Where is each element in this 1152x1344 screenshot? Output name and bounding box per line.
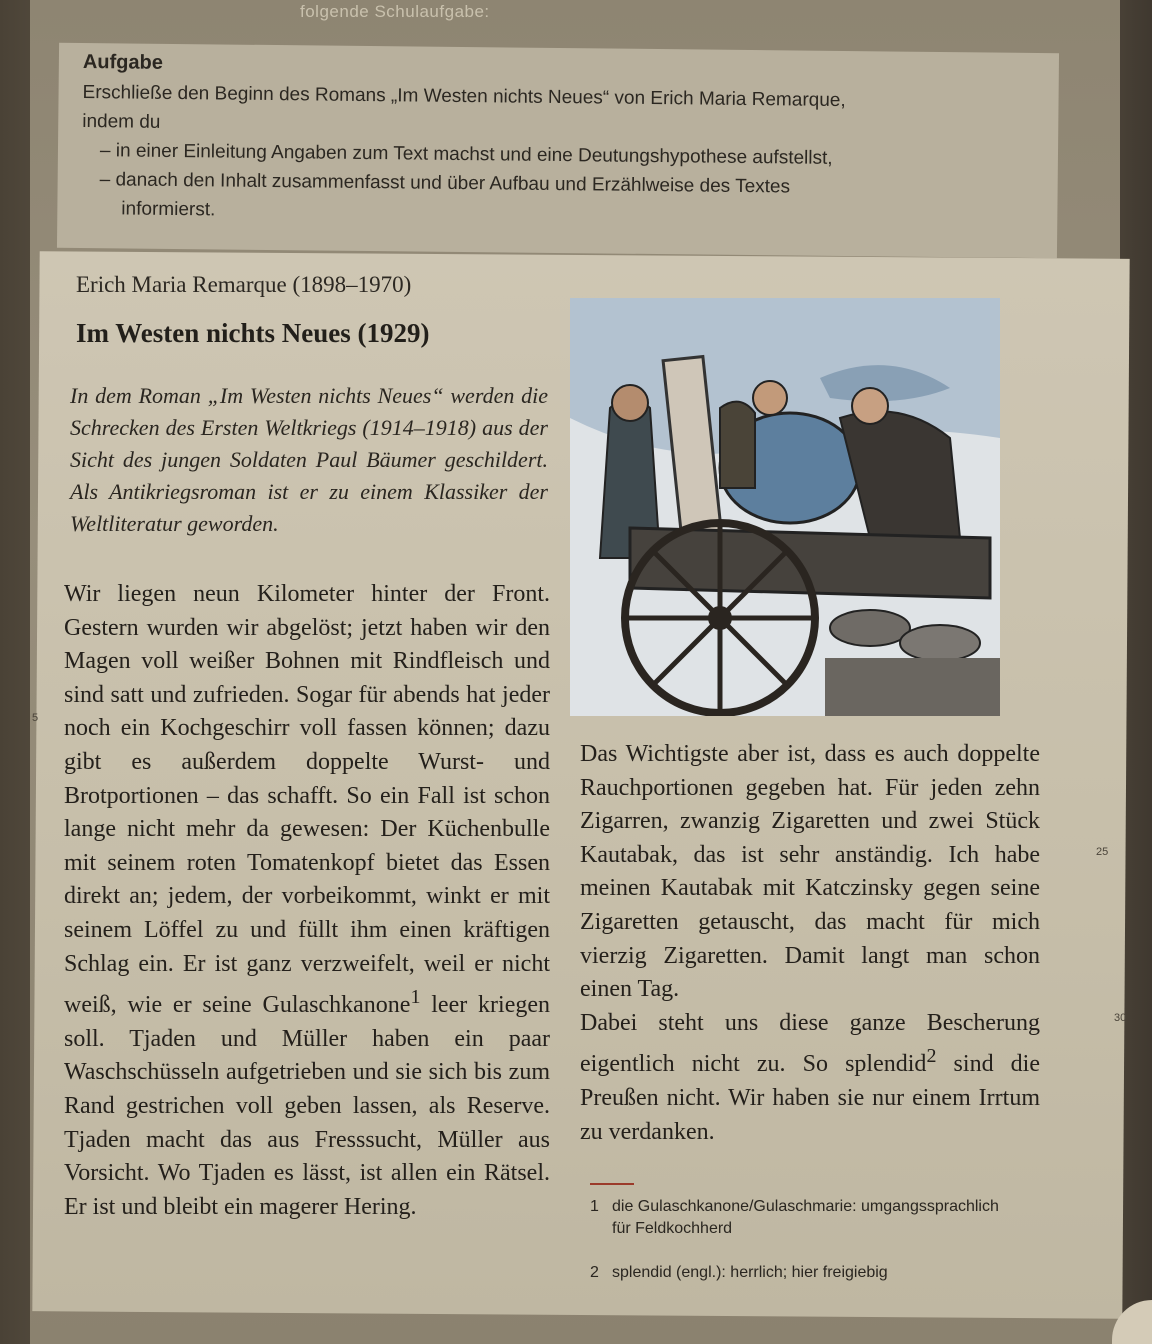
footnote-2-text: splendid (engl.): herrlich; hier freigiebig <box>612 1264 888 1281</box>
right-paragraph-2 <box>580 1007 1040 1149</box>
line-number-30: 30 <box>1114 1012 1127 1024</box>
left-text-part-1: Wir liegen neun Kilometer hinter der Front. Gestern wurden wir abgelöst; jetzt haben wir den Magen voll weißer Bohnen mit Rindfleisch und sind satt und zufrieden. Sogar für abends hat jeder noch ein Kochgeschirr voll fassen können; dazu gibt es außerdem doppelte Wurst- und Brotportionen – das schafft. So ein Fall ist schon lange nicht mehr da gewesen: Der Küchenbulle mit seinem roten Tomatenkopf bietet das Essen direkt an; jedem, der vorbeikommt, winkt er mit seinem Löffel zu und füllt ihm einen kräftigen Schlag ein. Er ist ganz verzweifelt, weil er nicht weiß, wie er seine Gulaschkanone <box>64 581 550 1019</box>
line-number-25: 25 <box>1096 846 1109 858</box>
footnote-1-number: 1 <box>590 1198 599 1215</box>
footnote-rule <box>590 1183 634 1185</box>
book-title: Im Westen nichts Neues (1929) <box>76 318 430 348</box>
task-bullet-2-cont: informierst. <box>121 198 216 221</box>
top-line-text: folgende Schulaufgabe: <box>300 2 490 21</box>
task-bullet-2: – danach den Inhalt zusammenfasst und über Aufbau und Erzählweise des Textes <box>99 169 791 198</box>
footnote-1-cont: für Feldkochherd <box>612 1220 733 1237</box>
footnote-1-text: die Gulaschkanone/Gulaschmarie: umgangssprachlich <box>612 1198 999 1215</box>
line-number-5: 5 <box>32 712 39 724</box>
left-text-part-2: leer kriegen soll. Tjaden und Müller haben ein paar Waschschüsseln aufgetrieben und sie sich bis zum Rand gestrichen voll geben lassen, als Reserve. Tjaden macht das aus Fresssucht, Müller aus Vorsicht. Wo Tjaden es lässt, ist allen ein Rätsel. Er ist und bleibt ein magerer Hering. <box>64 992 550 1220</box>
right-text-part-2a: Dabei steht uns diese ganze Bescherung eigentlich nicht zu. So splendid <box>580 1009 1040 1078</box>
main-text-left-column <box>64 578 550 1224</box>
task-line-1: Erschließe den Beginn des Romans „Im Westen nichts Neues“ von Erich Maria Remarque, <box>82 82 846 112</box>
right-text-part-2b: sind die Preußen nicht. Wir haben sie nur einem Irrtum zu verdanken. <box>580 1051 1041 1145</box>
footnote-ref-1: 1 <box>410 986 421 1009</box>
intro-text: In dem Roman „Im Westen nichts Neues“ werden die Schrecken des Ersten Weltkriegs (1914–1918) aus der Sicht des jungen Soldaten Paul Bäumer geschildert. Als Antikriegsroman ist er zu einem Klassiker der Weltliteratur geworden. <box>70 383 548 536</box>
task-box <box>57 43 1059 258</box>
main-text-right-column <box>580 738 1040 1149</box>
task-bullet-1: – in einer Einleitung Angaben zum Text machst und eine Deutungshypothese aufstellst, <box>99 140 833 169</box>
task-heading: Aufgabe <box>82 51 164 74</box>
right-paragraph-1: Das Wichtigste aber ist, dass es auch doppelte Rauchportionen gegeben hat. Für jeden zehn Zigarren, zwanzig Zigaretten und zwei Stück Kautabak, das ist sehr anständig. Ich habe meinen Kautabak mit Katczinsky gegen seine Zigaretten getauscht, das macht für mich vierzig Zigaretten. Damit langt man schon einen Tag. <box>580 741 1040 1003</box>
left-paragraph <box>64 578 550 1224</box>
footnote-2 <box>590 1262 1060 1284</box>
illustration-svg <box>570 298 1000 716</box>
footnote-1 <box>590 1196 1060 1240</box>
field-kitchen-illustration <box>570 298 1000 716</box>
task-line-2: indem du <box>82 111 161 133</box>
author-line: Erich Maria Remarque (1898–1970) <box>76 272 412 297</box>
footnote-2-number: 2 <box>590 1264 599 1281</box>
footnote-ref-2: 2 <box>926 1045 937 1068</box>
